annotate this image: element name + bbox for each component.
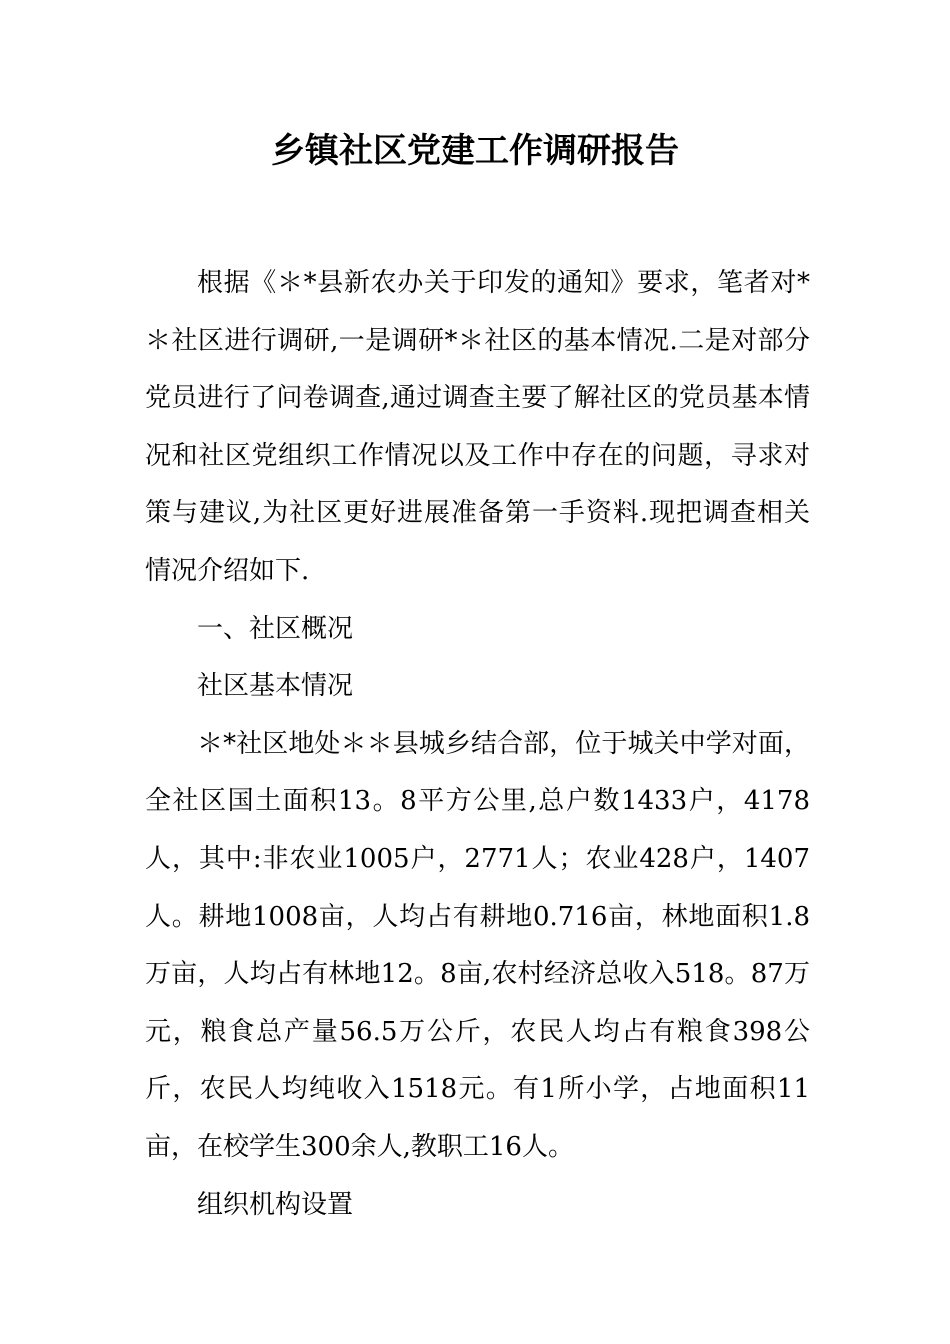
document-title: 乡镇社区党建工作调研报告: [271, 131, 679, 171]
section-heading-community-overview: 一、社区概况: [197, 613, 354, 644]
subsection-heading-basic-info: 社区基本情况: [197, 671, 354, 702]
basic-info-paragraph: ＊*社区地处＊＊县城乡结合部，位于城关中学对面，全社区国土面积13。8平方公里,总户数1433户，4178人，其中:非农业1005户，2771人；农业428户，1407人。耕地1008亩，人均占有耕地0.716亩，林地面积1.8万亩，人均占有林地12。8亩,农村经济总收入518。87万元，粮食总产量56.5万公斤，农民人均占有粮食398公斤，农民人均纯收入1518元。有1所小学，占地面积11亩，在校学生300余人,教职工16人。: [145, 728, 810, 1162]
document-body: [145, 255, 810, 1234]
subsection-heading-organization: 组织机构设置: [197, 1189, 354, 1220]
intro-paragraph: 根据《＊*县新农办关于印发的通知》要求，笔者对*＊社区进行调研,一是调研*＊社区的基本情况.二是对部分党员进行了问卷调查,通过调查主要了解社区的党员基本情况和社区党组织工作情况以及工作中存在的问题，寻求对策与建议,为社区更好进展准备第一手资料.现把调查相关情况介绍如下.: [145, 268, 810, 586]
